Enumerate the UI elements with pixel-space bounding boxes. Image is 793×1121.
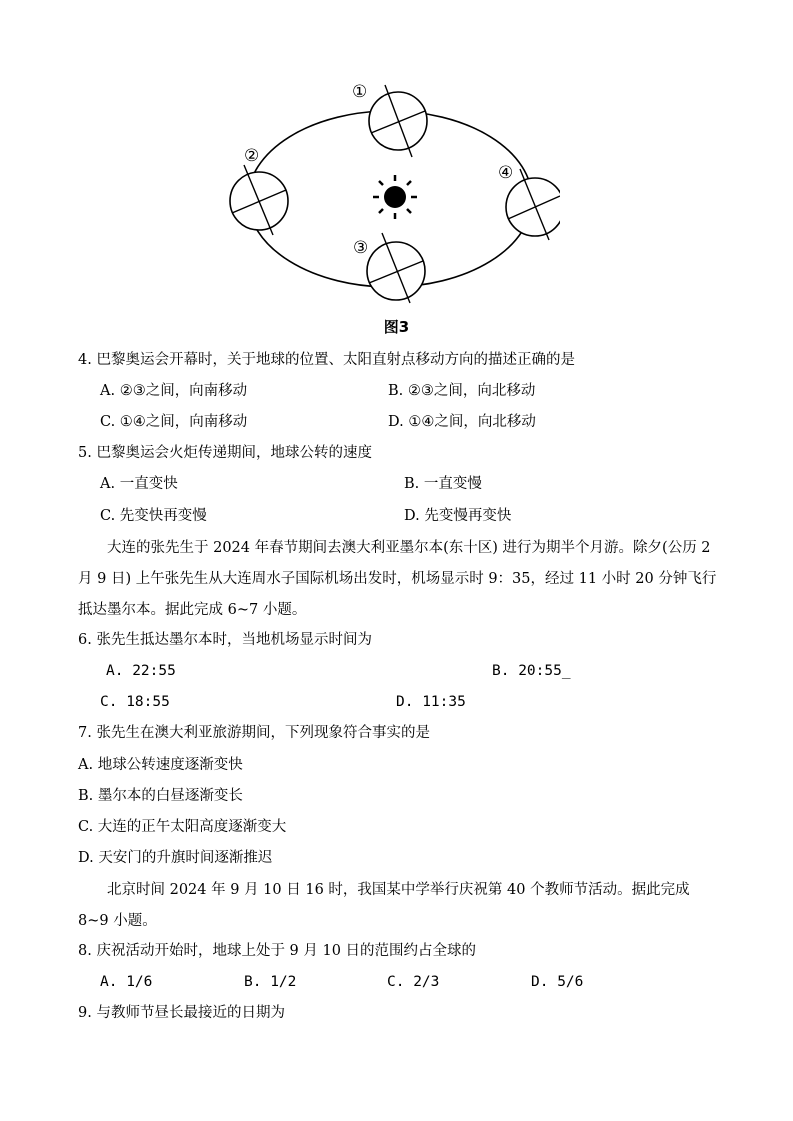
question-5-stem: 5. 巴黎奥运会火炬传递期间，地球公转的速度 [78, 445, 372, 461]
question-9-stem: 9. 与教师节昼长最接近的日期为 [78, 1005, 285, 1021]
q5-option-d: D. 先变慢再变快 [404, 508, 512, 524]
q6-option-b: B. 20:55_ [492, 663, 571, 679]
q6-option-c: C. 18:55 [100, 694, 170, 710]
earth-position-4 [506, 169, 560, 240]
label-4: ④ [498, 163, 514, 183]
passage-1: 大连的张先生于 2024 年春节期间去澳大利亚墨尔本(东十区) 进行为期半个月游。除夕(公历 2 月 9 日) 上午张先生从大连周水子国际机场出发时，机场显示时 9：35，经过 11 小时 20 分钟飞行抵达墨尔本。据此完成 6~7 小题。 [78, 540, 717, 618]
passage-2: 北京时间 2024 年 9 月 10 日 16 时，我国某中学举行庆祝第 40 个教师节活动。据此完成 8~9 小题。 [78, 882, 690, 929]
orbit-diagram [220, 75, 560, 310]
q4-option-a: A. ②③之间，向南移动 [100, 383, 248, 399]
earth-position-1 [369, 85, 427, 157]
q8-option-b: B. 1/2 [244, 974, 297, 990]
figure-caption: 图3 [383, 318, 410, 336]
q8-option-d: D. 5/6 [531, 974, 584, 990]
question-8-stem: 8. 庆祝活动开始时，地球上处于 9 月 10 日的范围约占全球的 [78, 943, 477, 959]
q4-option-c: C. ①④之间，向南移动 [100, 414, 248, 430]
question-6-stem: 6. 张先生抵达墨尔本时，当地机场显示时间为 [78, 632, 372, 648]
question-7-stem: 7. 张先生在澳大利亚旅游期间，下列现象符合事实的是 [78, 725, 430, 741]
q4-option-b: B. ②③之间，向北移动 [388, 383, 536, 399]
q7-option-a: A. 地球公转速度逐渐变快 [78, 757, 243, 773]
earth-position-3 [367, 233, 425, 303]
q5-option-b: B. 一直变慢 [404, 476, 482, 492]
q7-option-d: D. 天安门的升旗时间逐渐推迟 [78, 850, 273, 866]
q6-option-d: D. 11:35 [396, 694, 466, 710]
q5-option-c: C. 先变快再变慢 [100, 508, 207, 524]
sun-icon [373, 175, 417, 219]
q8-option-a: A. 1/6 [100, 974, 153, 990]
earth-position-2 [230, 165, 288, 235]
q7-option-b: B. 墨尔本的白昼逐渐变长 [78, 788, 243, 804]
q5-option-a: A. 一直变快 [100, 476, 178, 492]
q7-option-c: C. 大连的正午太阳高度逐渐变大 [78, 819, 287, 835]
label-2: ② [244, 146, 260, 166]
q8-option-c: C. 2/3 [387, 974, 440, 990]
q6-option-a: A. 22:55 [106, 663, 176, 679]
question-4-stem: 4. 巴黎奥运会开幕时，关于地球的位置、太阳直射点移动方向的描述正确的是 [78, 352, 575, 368]
q4-option-d: D. ①④之间，向北移动 [388, 414, 536, 430]
label-3: ③ [353, 238, 369, 258]
label-1: ① [352, 82, 368, 102]
